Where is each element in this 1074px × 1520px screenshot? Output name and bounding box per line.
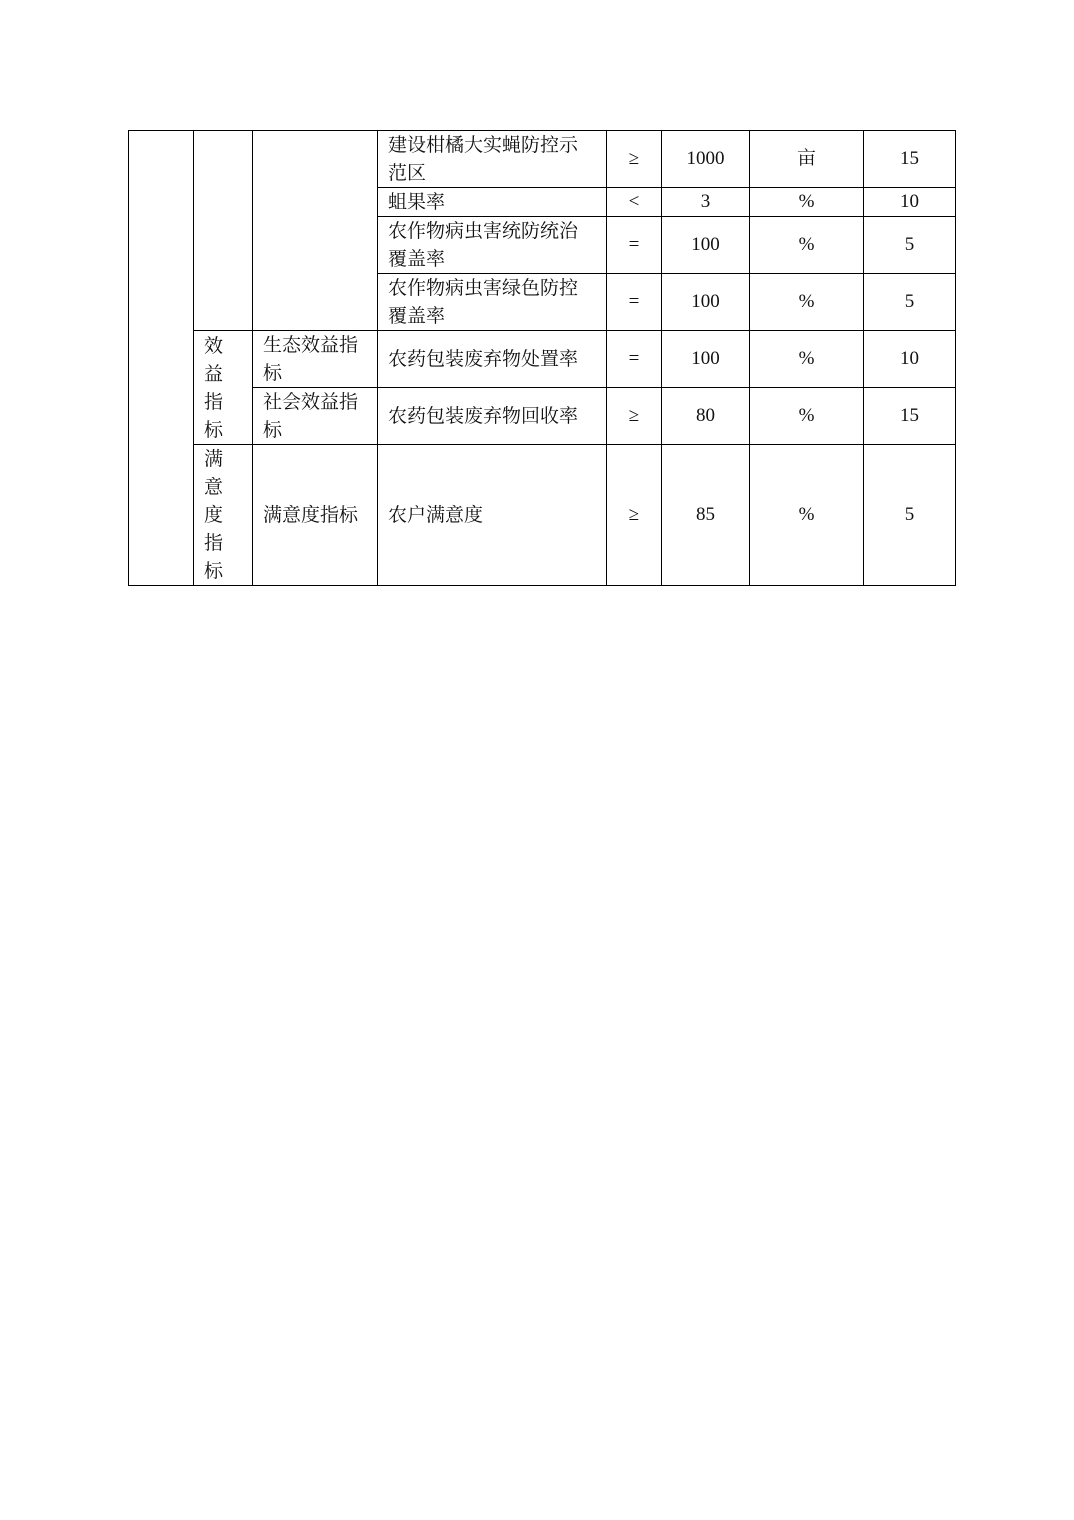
score-cell: 15 [864, 131, 956, 188]
unit-cell: % [750, 217, 864, 274]
operator-cell: < [607, 188, 662, 217]
operator-cell: ≥ [607, 131, 662, 188]
unit-cell: % [750, 331, 864, 388]
score-cell: 5 [864, 274, 956, 331]
subcategory-cell: 生态效益指标 [253, 331, 378, 388]
category-cell-benefit [194, 331, 253, 445]
indicator-cell: 建设柑橘大实蝇防控示范区 [378, 131, 607, 188]
indicator-cell: 农户满意度 [378, 445, 607, 586]
unit-cell: % [750, 388, 864, 445]
operator-cell: ≥ [607, 445, 662, 586]
table-row [129, 131, 956, 188]
table-row [129, 445, 956, 586]
operator-cell: = [607, 217, 662, 274]
indicator-cell: 农药包装废弃物回收率 [378, 388, 607, 445]
table-row [129, 331, 956, 388]
score-cell: 15 [864, 388, 956, 445]
unit-cell: % [750, 188, 864, 217]
operator-cell: = [607, 274, 662, 331]
value-cell: 100 [662, 331, 750, 388]
indicator-cell: 农作物病虫害统防统治覆盖率 [378, 217, 607, 274]
value-cell: 3 [662, 188, 750, 217]
performance-indicator-table [128, 130, 956, 586]
subcategory-cell-continued [253, 131, 378, 331]
category-label: 满意度指标 [204, 448, 224, 582]
score-cell: 10 [864, 188, 956, 217]
operator-cell: ≥ [607, 388, 662, 445]
category-cell-continued [194, 131, 253, 331]
score-cell: 10 [864, 331, 956, 388]
value-cell: 1000 [662, 131, 750, 188]
operator-cell: = [607, 331, 662, 388]
indicator-cell: 蛆果率 [378, 188, 607, 217]
value-cell: 100 [662, 274, 750, 331]
category-label: 效益指标 [204, 334, 224, 441]
unit-cell: 亩 [750, 131, 864, 188]
outer-category-cell [129, 131, 194, 586]
indicator-cell: 农药包装废弃物处置率 [378, 331, 607, 388]
subcategory-cell: 满意度指标 [253, 445, 378, 586]
unit-cell: % [750, 274, 864, 331]
value-cell: 100 [662, 217, 750, 274]
score-cell: 5 [864, 445, 956, 586]
table-row [129, 388, 956, 445]
category-cell-satisfaction [194, 445, 253, 586]
value-cell: 85 [662, 445, 750, 586]
subcategory-cell: 社会效益指标 [253, 388, 378, 445]
indicator-cell: 农作物病虫害绿色防控覆盖率 [378, 274, 607, 331]
value-cell: 80 [662, 388, 750, 445]
unit-cell: % [750, 445, 864, 586]
score-cell: 5 [864, 217, 956, 274]
